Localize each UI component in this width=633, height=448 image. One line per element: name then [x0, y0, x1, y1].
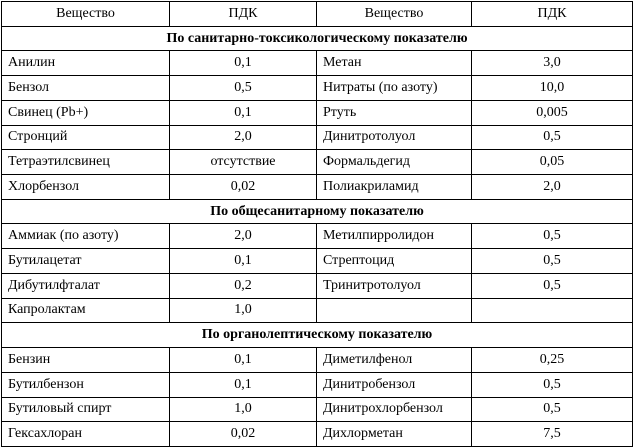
pdk-value-cell: 0,02 [170, 175, 317, 200]
pdk-value-cell: 0,005 [472, 100, 633, 125]
substance-name-cell: Метилпирролидон [317, 224, 472, 249]
substance-name-cell: Бутилбензон [2, 372, 170, 397]
pdk-value-cell: 1,0 [170, 397, 317, 422]
header-pdk-2: ПДК [472, 2, 633, 27]
substance-name-cell: Динитротолуол [317, 125, 472, 150]
section-header-row [2, 199, 633, 224]
pdk-value-cell: 0,5 [472, 273, 633, 298]
substance-name-cell: Тринитротолуол [317, 273, 472, 298]
section-title: По органолептическому показателю [2, 323, 633, 348]
pdk-value-cell: 1,0 [170, 298, 317, 323]
substance-name-cell: Анилин [2, 51, 170, 76]
pdk-table [1, 1, 633, 447]
pdk-value-cell [472, 298, 633, 323]
pdk-value-cell: 0,25 [472, 348, 633, 373]
section-header-row [2, 26, 633, 51]
pdk-value-cell: 0,5 [472, 125, 633, 150]
pdk-value-cell: 2,0 [170, 224, 317, 249]
header-pdk-1: ПДК [170, 2, 317, 27]
table-row [2, 397, 633, 422]
substance-name-cell: Аммиак (по азоту) [2, 224, 170, 249]
table-row [2, 76, 633, 101]
substance-name-cell: Бутилацетат [2, 249, 170, 274]
pdk-value-cell: 0,1 [170, 348, 317, 373]
table-row [2, 175, 633, 200]
header-substance-1: Вещество [2, 2, 170, 27]
pdk-value-cell: 2,0 [472, 175, 633, 200]
table-row [2, 150, 633, 175]
pdk-value-cell: 0,5 [472, 397, 633, 422]
substance-name-cell: Метан [317, 51, 472, 76]
table-row [2, 51, 633, 76]
substance-name-cell: Тетраэтилсвинец [2, 150, 170, 175]
substance-name-cell: Стрептоцид [317, 249, 472, 274]
pdk-value-cell: 0,02 [170, 422, 317, 447]
table-row [2, 273, 633, 298]
pdk-value-cell: 0,5 [170, 76, 317, 101]
substance-name-cell: Динитробензол [317, 372, 472, 397]
pdk-value-cell: 0,5 [472, 224, 633, 249]
substance-name-cell: Стронций [2, 125, 170, 150]
substance-name-cell: Формальдегид [317, 150, 472, 175]
table-row [2, 348, 633, 373]
substance-name-cell: Хлорбензол [2, 175, 170, 200]
table-row [2, 100, 633, 125]
table-row [2, 224, 633, 249]
table-row [2, 372, 633, 397]
pdk-value-cell: 0,5 [472, 372, 633, 397]
pdk-value-cell: 3,0 [472, 51, 633, 76]
substance-name-cell: Полиакриламид [317, 175, 472, 200]
table-row [2, 298, 633, 323]
substance-name-cell: Дихлорметан [317, 422, 472, 447]
pdk-value-cell: 10,0 [472, 76, 633, 101]
pdk-value-cell: 0,1 [170, 372, 317, 397]
substance-name-cell: Бензол [2, 76, 170, 101]
substance-name-cell: Нитраты (по азоту) [317, 76, 472, 101]
header-row [2, 2, 633, 27]
substance-name-cell: Ртуть [317, 100, 472, 125]
pdk-value-cell: отсутствие [170, 150, 317, 175]
substance-name-cell: Бутиловый спирт [2, 397, 170, 422]
pdk-value-cell: 0,5 [472, 249, 633, 274]
section-title: По санитарно-токсикологическому показателю [2, 26, 633, 51]
pdk-value-cell: 0,2 [170, 273, 317, 298]
substance-name-cell: Динитрохлорбензол [317, 397, 472, 422]
table-row [2, 422, 633, 447]
table-row [2, 125, 633, 150]
table-row [2, 249, 633, 274]
pdk-table-body [2, 2, 633, 447]
substance-name-cell [317, 298, 472, 323]
section-title: По общесанитарному показателю [2, 199, 633, 224]
substance-name-cell: Диметилфенол [317, 348, 472, 373]
pdk-value-cell: 0,1 [170, 100, 317, 125]
substance-name-cell: Бензин [2, 348, 170, 373]
substance-name-cell: Гексахлоран [2, 422, 170, 447]
substance-name-cell: Свинец (Pb+) [2, 100, 170, 125]
pdk-value-cell: 7,5 [472, 422, 633, 447]
section-header-row [2, 323, 633, 348]
substance-name-cell: Дибутилфталат [2, 273, 170, 298]
pdk-value-cell: 0,05 [472, 150, 633, 175]
pdk-value-cell: 0,1 [170, 249, 317, 274]
pdk-value-cell: 0,1 [170, 51, 317, 76]
pdk-value-cell: 2,0 [170, 125, 317, 150]
header-substance-2: Вещество [317, 2, 472, 27]
substance-name-cell: Капролактам [2, 298, 170, 323]
